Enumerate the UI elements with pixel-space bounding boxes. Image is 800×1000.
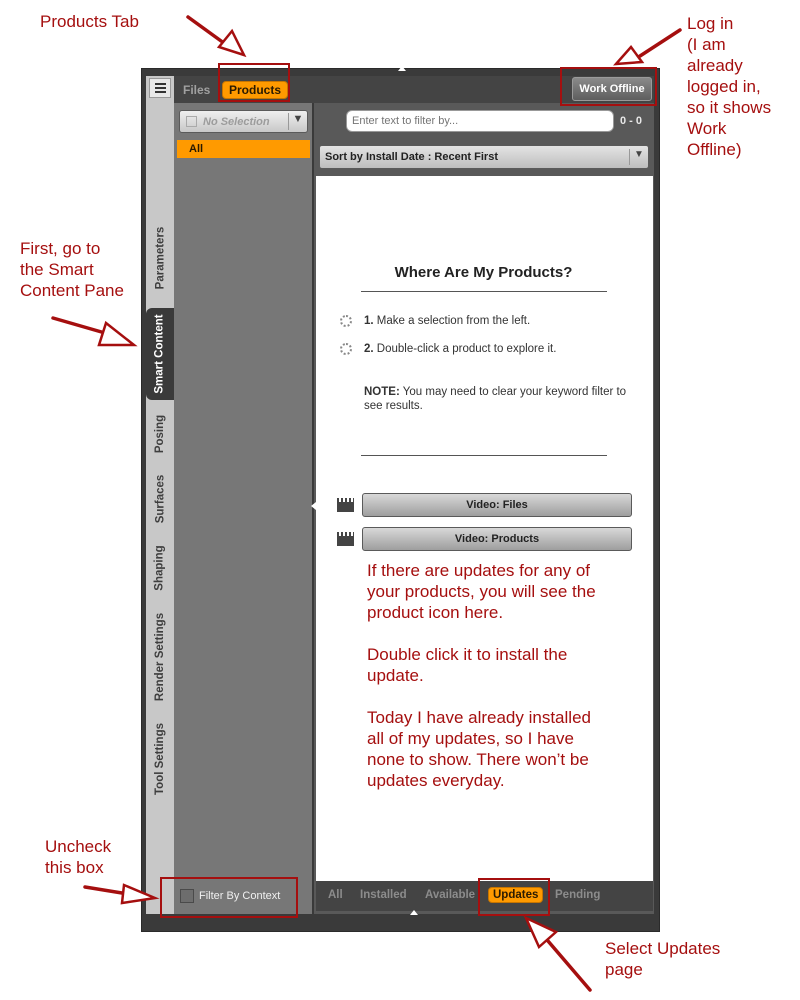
tab-updates[interactable]: Updates — [488, 887, 543, 903]
sort-dropdown[interactable]: Sort by Install Date : Recent First ▼ — [319, 145, 649, 169]
arrow-select-updates — [548, 941, 590, 990]
annotation-login: Log in (I am already logged in, so it shows Work Offline) — [687, 14, 772, 159]
arrow-head-smart-content — [99, 323, 134, 345]
side-tab-smart-content[interactable]: Smart Content — [146, 308, 174, 400]
video-files-button[interactable]: Video: Files — [362, 493, 632, 517]
side-tab-posing[interactable]: Posing — [154, 414, 166, 454]
category-item-all[interactable]: All — [177, 140, 310, 158]
tab-pending[interactable]: Pending — [555, 889, 601, 901]
arrow-head-uncheck — [122, 885, 155, 903]
arrow-uncheck — [85, 887, 122, 893]
tab-files[interactable]: Files — [183, 83, 211, 97]
tab-all[interactable]: All — [328, 889, 343, 901]
filter-by-context-label: Filter By Context — [199, 890, 281, 902]
tab-available[interactable]: Available — [425, 889, 476, 901]
arrow-head-login — [616, 47, 642, 64]
side-tab-shaping[interactable]: Shaping — [154, 545, 166, 591]
arrow-head-products-tab — [219, 31, 244, 55]
annotation-updates-note: If there are updates for any of your products, you will see the product icon here. Double click it to install the update. Today I have already installed all of my updates, so I have none to show. There won’t be updates everyday. — [367, 561, 596, 790]
chevron-down-icon: ▼ — [629, 149, 648, 165]
work-offline-button[interactable]: Work Offline — [572, 77, 652, 101]
side-tab-parameters[interactable]: Parameters — [154, 226, 166, 290]
chevron-down-icon: ▼ — [288, 113, 307, 130]
tab-installed[interactable]: Installed — [360, 889, 407, 901]
side-tab-tool-settings[interactable]: Tool Settings — [154, 723, 167, 795]
annotation-select-updates: Select Updates page — [605, 939, 721, 979]
annotation-uncheck: Uncheck this box — [45, 837, 112, 877]
help-step-1: 1. Make a selection from the left. — [364, 315, 531, 327]
annotation-products-tab: Products Tab — [40, 12, 139, 31]
result-count: 0 - 0 — [620, 115, 643, 127]
side-tab-surfaces[interactable]: Surfaces — [154, 474, 166, 524]
help-note: NOTE: You may need to clear your keyword filter to see results. — [364, 386, 627, 412]
arrow-login — [640, 30, 680, 56]
side-tab-render-settings[interactable]: Render Settings — [154, 612, 166, 702]
help-title: Where Are My Products? — [394, 264, 573, 281]
tab-products[interactable]: Products — [222, 81, 288, 99]
category-dropdown[interactable]: No Selection ▼ — [179, 110, 308, 133]
video-products-button[interactable]: Video: Products — [362, 527, 632, 551]
help-step-2: 2. Double-click a product to explore it. — [364, 343, 557, 355]
annotation-smart-content: First, go to the Smart Content Pane — [20, 239, 124, 300]
arrow-smart-content — [53, 318, 105, 333]
